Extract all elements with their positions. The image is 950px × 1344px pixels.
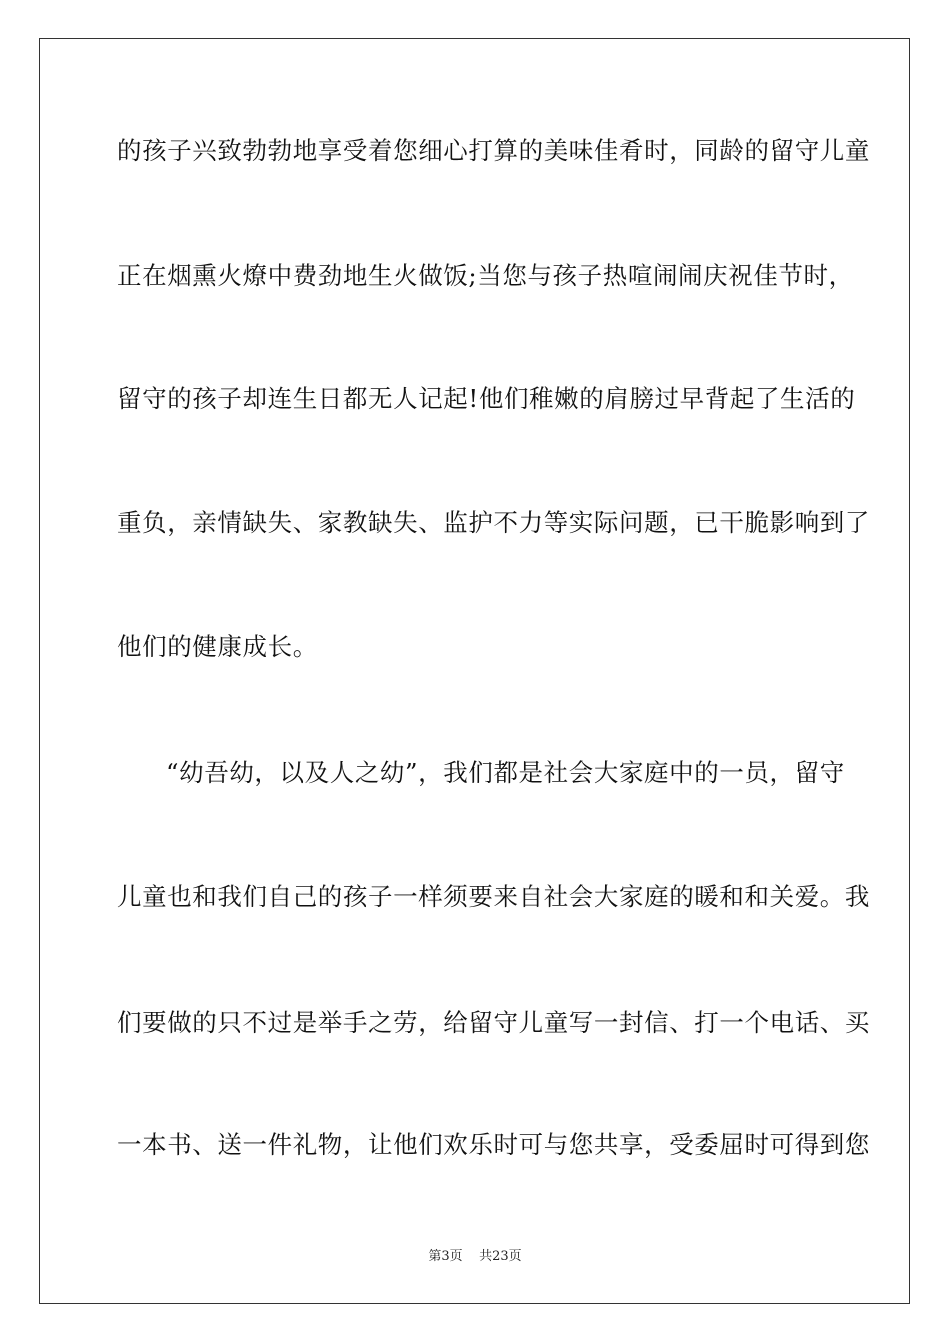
text-line-1: 的孩子兴致勃勃地享受着您细心打算的美味佳肴时，同龄的留守儿童	[117, 136, 870, 165]
text-line-2: 正在烟熏火燎中费劲地生火做饭;当您与孩子热喧闹闹庆祝佳节时，	[117, 261, 854, 290]
page-number: 第3页	[428, 1249, 463, 1264]
text-line-7: 儿童也和我们自己的孩子一样须要来自社会大家庭的暖和和关爱。我	[117, 882, 870, 911]
text-line-8: 们要做的只不过是举手之劳，给留守儿童写一封信、打一个电话、买	[117, 1008, 870, 1037]
page-footer	[0, 1248, 950, 1266]
text-line-6: “幼吾幼，以及人之幼”，我们都是社会大家庭中的一员，留守	[166, 758, 845, 787]
text-line-9: 一本书、送一件礼物，让他们欢乐时可与您共享，受委屈时可得到您	[117, 1130, 870, 1159]
text-line-3: 留守的孩子却连生日都无人记起!他们稚嫩的肩膀过早背起了生活的	[117, 384, 856, 413]
text-line-4: 重负，亲情缺失、家教缺失、监护不力等实际问题，已干脆影响到了	[117, 508, 870, 537]
text-line-5: 他们的健康成长。	[117, 632, 318, 661]
page-border	[39, 38, 910, 1304]
page-total: 共23页	[479, 1249, 522, 1264]
